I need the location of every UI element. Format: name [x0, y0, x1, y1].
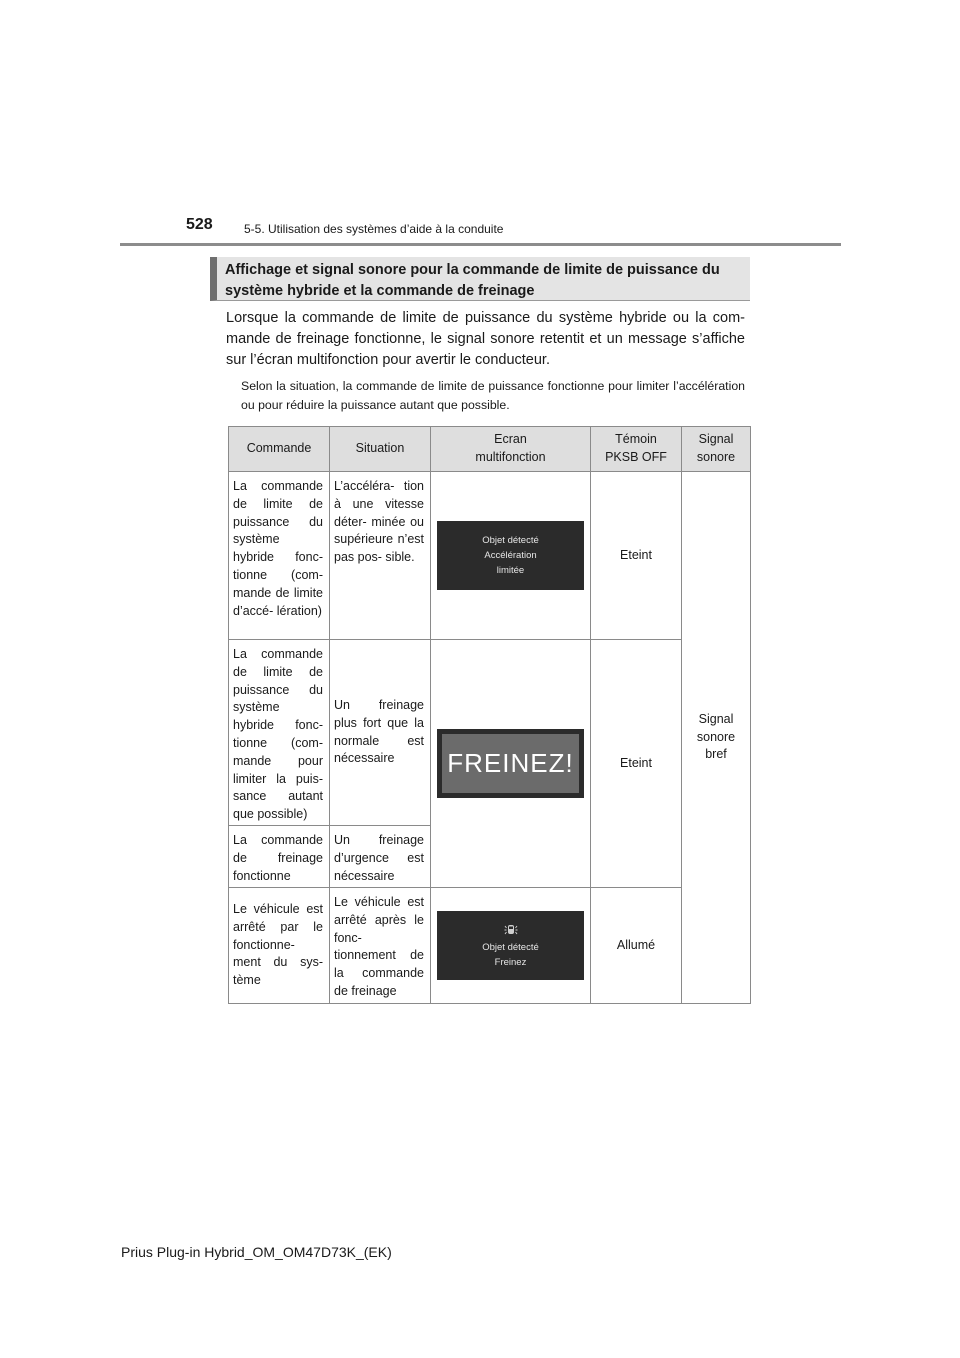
- cell-display: [431, 472, 591, 640]
- display-line: limitée: [496, 565, 525, 576]
- note-paragraph: Selon la situation, la commande de limite de puissance fonctionne pour limiter l’accélération ou pour réduire la puissance autant que possible.: [241, 379, 745, 412]
- signal-line: sonore: [696, 729, 736, 744]
- cell-signal: [682, 472, 751, 1004]
- cell-commande: Le véhicule est arrêté par le fonctionne- ment du sys- tème: [229, 888, 330, 1004]
- car-brake-icon: [503, 922, 519, 938]
- header-signal: [682, 427, 751, 472]
- header-temoin: [591, 427, 682, 472]
- header-ecran: [431, 427, 591, 472]
- page-number: 528: [186, 216, 213, 233]
- cell-display: [431, 640, 591, 888]
- table-row: [229, 472, 751, 640]
- display-line: Freinez: [494, 956, 527, 968]
- cell-commande: La commande de freinage fonctionne: [229, 826, 330, 888]
- cell-temoin: Eteint: [591, 472, 682, 640]
- header-commande: Commande: [229, 427, 330, 472]
- heading-line-2: système hybride et la commande de freinage: [225, 283, 535, 299]
- header-temoin-l1: Témoin: [615, 432, 657, 447]
- cell-commande: La commande de limite de puissance du système hybride fonc- tionne (com- mande pour limiter la puis- sance autant que possible): [229, 640, 330, 826]
- signal-line: Signal: [698, 711, 734, 726]
- header-temoin-l2: PKSB OFF: [605, 450, 667, 464]
- display-line: Objet détecté: [482, 941, 539, 953]
- footer-doc-id: Prius Plug-in Hybrid_OM_OM47D73K_(EK): [121, 1244, 392, 1260]
- table-row: [229, 888, 751, 1004]
- cell-commande: La commande de limite de puissance du système hybride fonc- tionne (com- mande de limite d’accé- lération): [229, 472, 330, 640]
- header-ecran-l2: multifonction: [475, 450, 546, 464]
- header-rule: [120, 243, 841, 246]
- cell-situation: Le véhicule est arrêté après le fonc- tionnement de la commande de freinage: [330, 888, 431, 1004]
- header-situation: Situation: [330, 427, 431, 472]
- cell-situation: Un freinage plus fort que la normale est nécessaire: [330, 640, 431, 826]
- header-ecran-l1: Ecran: [494, 432, 527, 447]
- display-line: Accélération: [484, 550, 537, 561]
- cell-situation: L’accéléra- tion à une vitesse déter- minée ou supérieure n’est pas pos- sible.: [330, 472, 431, 640]
- body-paragraph: Lorsque la commande de limite de puissance du système hybride ou la com- mande de freinage fonctionne, le signal sonore retentit et un message s’affiche sur l’écran multifonction pour avertir le conducteur.: [226, 310, 745, 368]
- table-row: [229, 640, 751, 826]
- display-brake-text: FREINEZ!: [442, 734, 579, 793]
- display-accel-limited: [437, 521, 584, 590]
- display-line: Objet détecté: [482, 535, 539, 546]
- cell-display: [431, 888, 591, 1004]
- heading-line-1: Affichage et signal sonore pour la commande de limite de puissance du: [225, 262, 720, 278]
- cell-temoin: Allumé: [591, 888, 682, 1004]
- signal-line: bref: [705, 747, 727, 762]
- display-brake: [437, 729, 584, 798]
- cell-temoin: Eteint: [591, 640, 682, 888]
- table-header-row: [229, 427, 751, 472]
- header-signal-l2: sonore: [696, 450, 736, 464]
- info-table: [228, 426, 751, 1004]
- section-title: 5-5. Utilisation des systèmes d’aide à la conduite: [244, 222, 504, 236]
- cell-situation: Un freinage d’urgence est nécessaire: [330, 826, 431, 888]
- display-brake-stop: [437, 911, 584, 980]
- header-signal-l1: Signal: [698, 432, 734, 447]
- section-heading: [210, 257, 750, 301]
